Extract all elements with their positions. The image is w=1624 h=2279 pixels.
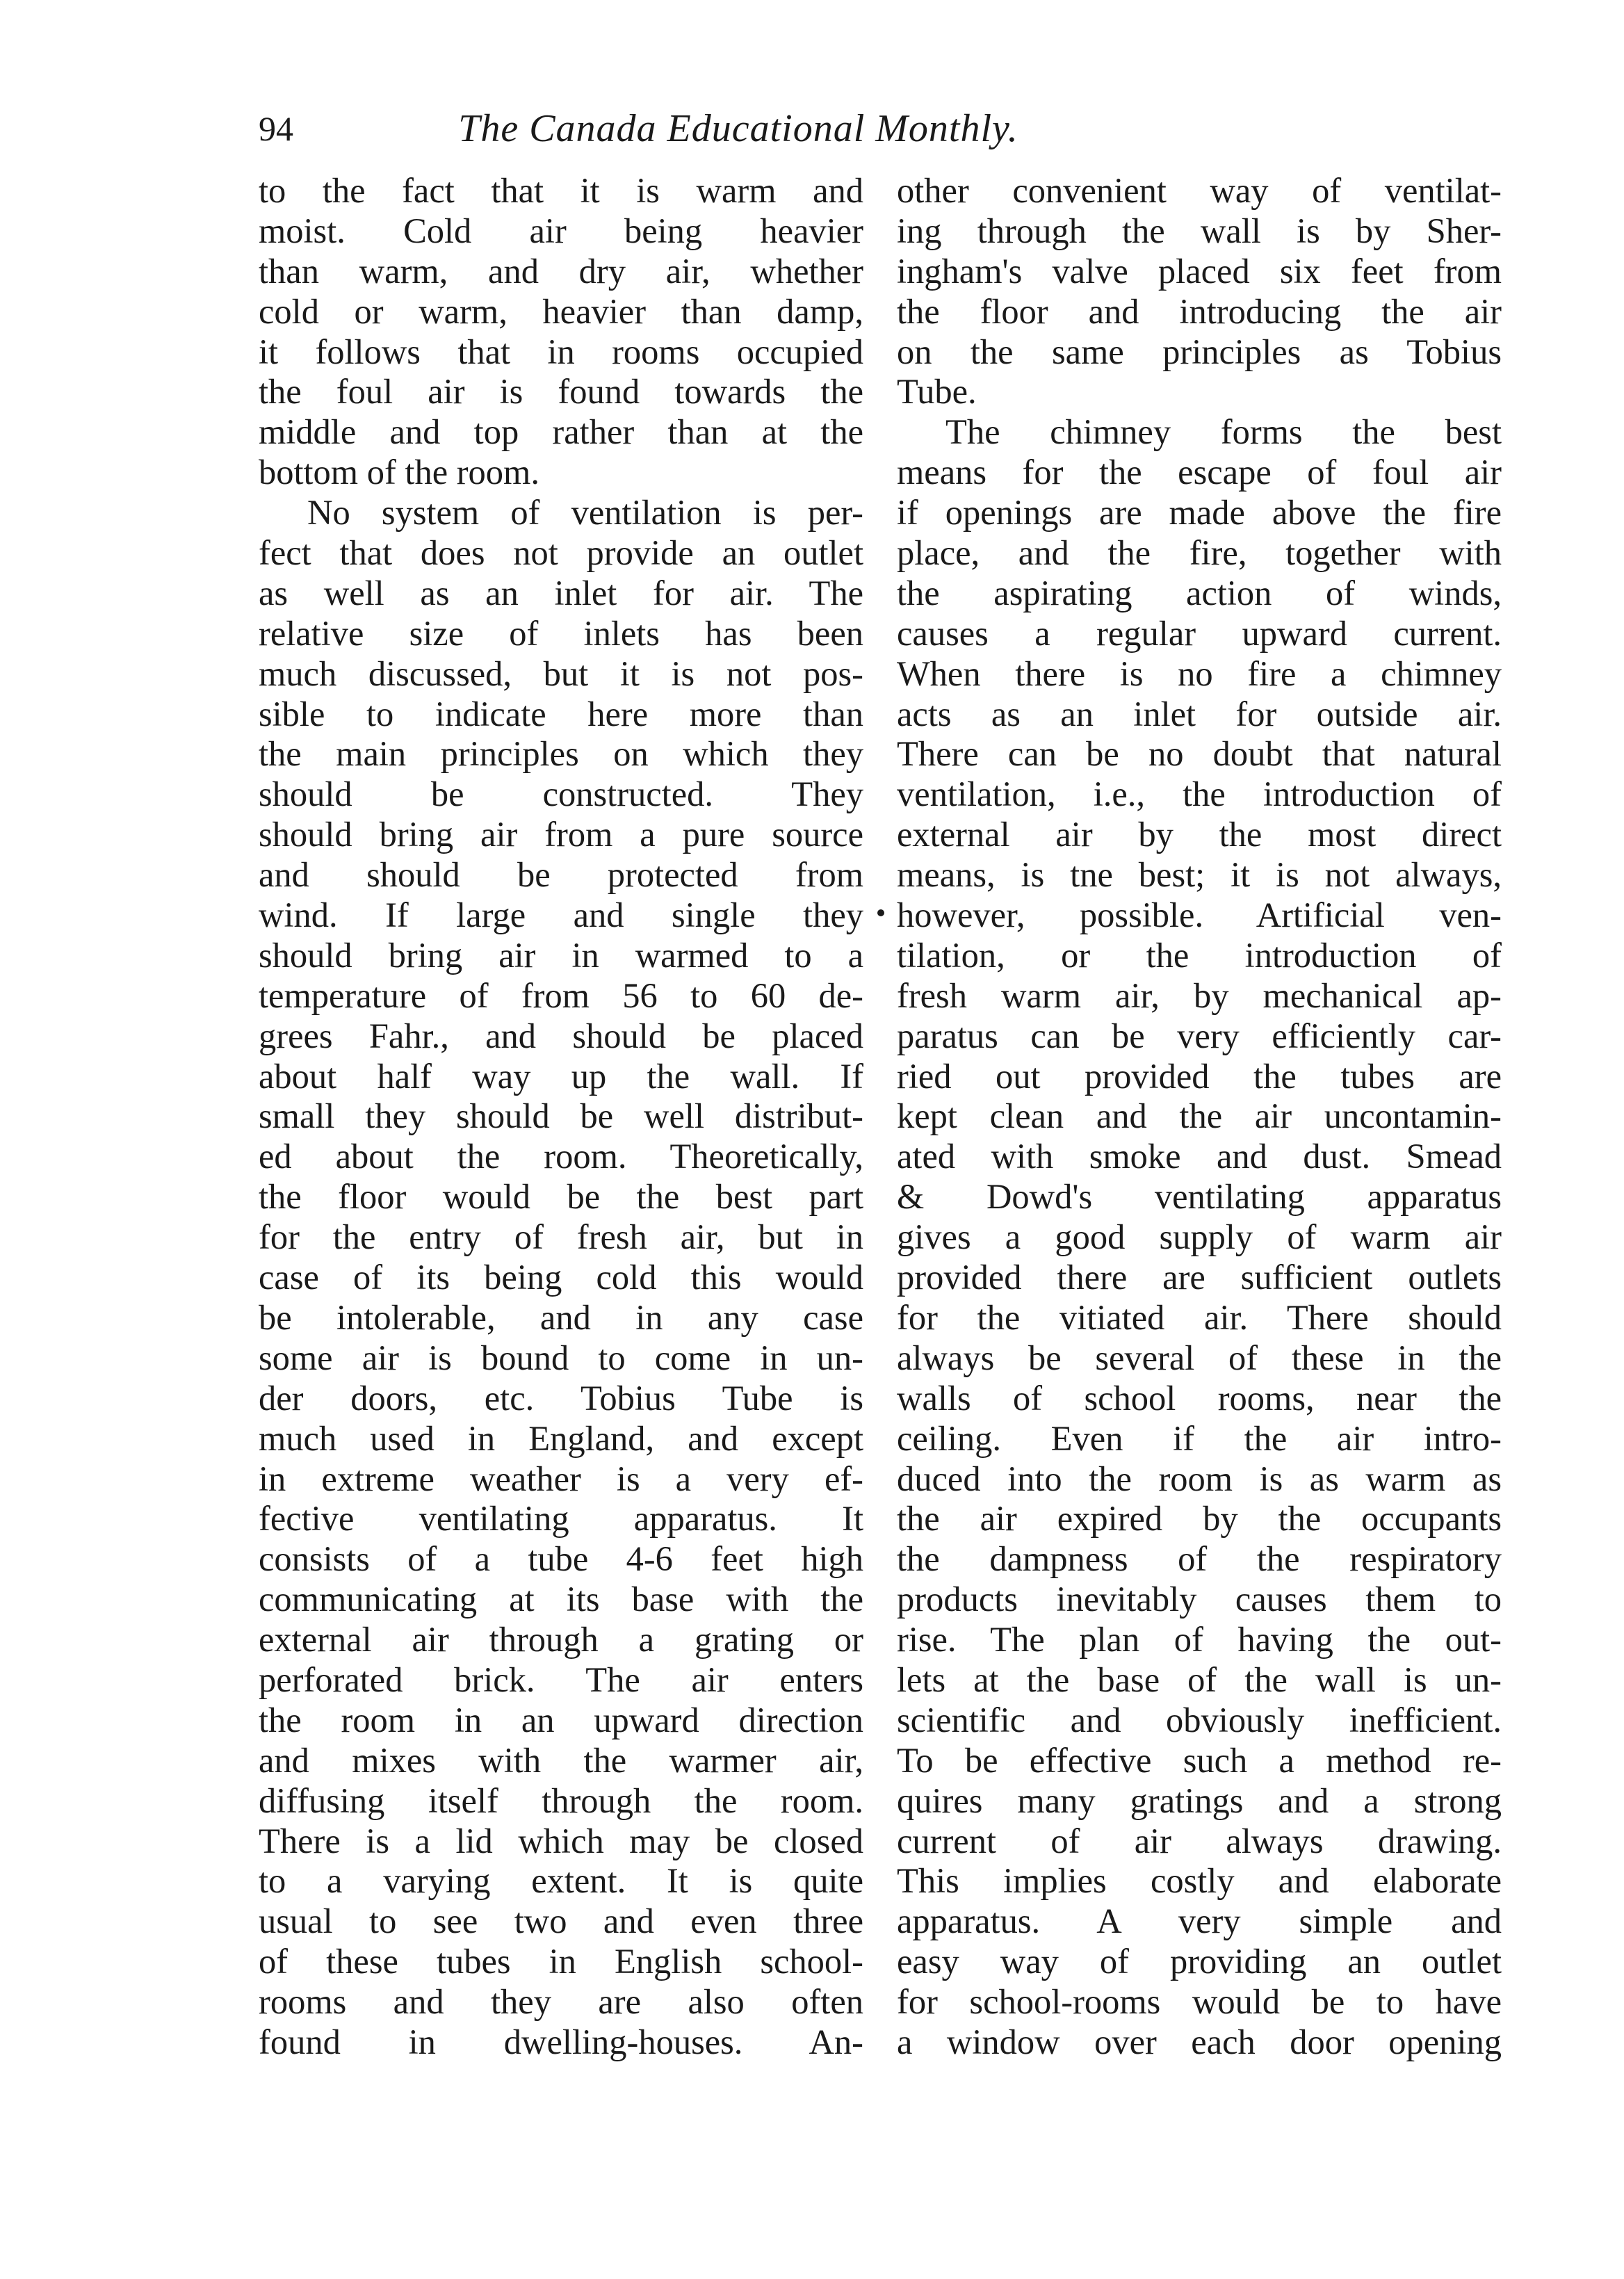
text-line: the floor and introducing the air (897, 291, 1502, 331)
text-line: ated with smoke and dust. Smead (897, 1137, 1502, 1176)
text-line: be intolerable, and in any case (259, 1297, 863, 1337)
text-line: scientific and obviously inefficient. (897, 1700, 1502, 1739)
text-line: the aspirating action of winds, (897, 573, 1502, 613)
text-line: in extreme weather is a very ef- (259, 1459, 863, 1498)
text-line: To be effective such a method re- (897, 1740, 1502, 1780)
text-line: should be constructed. They (259, 774, 863, 814)
text-line: case of its being cold this would (259, 1258, 863, 1297)
text-line: the dampness of the respiratory (897, 1539, 1502, 1579)
text-line: duced into the room is as warm as (897, 1459, 1502, 1498)
text-line: usual to see two and even three (259, 1901, 863, 1941)
text-line: as well as an inlet for air. The (259, 573, 863, 613)
paragraph-start-line: The chimney forms the best (945, 412, 1502, 452)
text-line: much discussed, but it is not pos- (259, 654, 863, 693)
text-line: external air through a grating or (259, 1620, 863, 1660)
left-column (259, 171, 863, 2063)
text-line: for the vitiated air. There should (897, 1297, 1502, 1337)
text-line: consists of a tube 4-6 feet high (259, 1539, 863, 1579)
right-column (897, 171, 1502, 2063)
text-line: middle and top rather than at the (259, 412, 863, 452)
text-line: paratus can be very efficiently car- (897, 1016, 1502, 1055)
text-line: the room in an upward direction (259, 1700, 863, 1739)
text-line: perforated brick. The air enters (259, 1660, 863, 1699)
text-line: the foul air is found towards the (259, 372, 863, 412)
text-line: much used in England, and except (259, 1418, 863, 1458)
text-line: easy way of providing an outlet (897, 1942, 1502, 1981)
running-title: The Canada Educational Monthly. (458, 107, 1018, 150)
text-line: the air expired by the occupants (897, 1499, 1502, 1539)
text-line: to the fact that it is warm and (259, 171, 863, 210)
text-line: other convenient way of ventilat- (897, 171, 1502, 210)
text-line: of these tubes in English school- (259, 1942, 863, 1981)
text-line: products inevitably causes them to (897, 1580, 1502, 1619)
margin-dot (877, 909, 884, 916)
text-line: grees Fahr., and should be placed (259, 1016, 863, 1055)
text-line: and mixes with the warmer air, (259, 1740, 863, 1780)
text-line: tilation, or the introduction of (897, 935, 1502, 975)
text-line: place, and the fire, together with (897, 533, 1502, 573)
text-line: should bring air from a pure source (259, 815, 863, 854)
text-line: means, is tne best; it is not always, (897, 855, 1502, 895)
text-line: When there is no fire a chimney (897, 654, 1502, 693)
text-line: fresh warm air, by mechanical ap- (897, 975, 1502, 1015)
text-line: for the entry of fresh air, but in (259, 1217, 863, 1257)
text-line: acts as an inlet for outside air. (897, 694, 1502, 733)
text-line: small they should be well distribut- (259, 1096, 863, 1136)
text-line: current of air always drawing. (897, 1821, 1502, 1860)
text-line: always be several of these in the (897, 1338, 1502, 1377)
text-line: causes a regular upward current. (897, 613, 1502, 653)
page-number: 94 (259, 109, 293, 148)
text-line: means for the escape of foul air (897, 453, 1502, 492)
text-line: fect that does not provide an outlet (259, 533, 863, 573)
text-line: walls of school rooms, near the (897, 1378, 1502, 1418)
text-line: quires many gratings and a strong (897, 1781, 1502, 1820)
text-line: the main principles on which they (259, 734, 863, 774)
text-line: than warm, and dry air, whether (259, 251, 863, 291)
text-line: on the same principles as Tobius (897, 332, 1502, 371)
text-line: rooms and they are also often (259, 1982, 863, 2022)
text-line: moist. Cold air being heavier (259, 211, 863, 250)
text-line: if openings are made above the fire (897, 493, 1502, 533)
text-line: to a varying extent. It is quite (259, 1861, 863, 1901)
text-line: ed about the room. Theoretically, (259, 1137, 863, 1176)
text-line: some air is bound to come in un- (259, 1338, 863, 1377)
text-line: and should be protected from (259, 855, 863, 895)
text-line: & Dowd's ventilating apparatus (897, 1177, 1502, 1217)
text-line: ventilation, i.e., the introduction of (897, 774, 1502, 814)
text-line: ceiling. Even if the air intro- (897, 1418, 1502, 1458)
text-line: ing through the wall is by Sher- (897, 211, 1502, 250)
text-line: however, possible. Artificial ven- (897, 895, 1502, 935)
paragraph-start-line: No system of ventilation is per- (307, 493, 863, 533)
text-line: cold or warm, heavier than damp, (259, 291, 863, 331)
text-line: Tube. (897, 372, 977, 412)
text-line: it follows that in rooms occupied (259, 332, 863, 371)
text-line: the floor would be the best part (259, 1177, 863, 1217)
text-line: relative size of inlets has been (259, 613, 863, 653)
text-line: This implies costly and elaborate (897, 1861, 1502, 1901)
text-line: fective ventilating apparatus. It (259, 1499, 863, 1539)
text-line: temperature of from 56 to 60 de- (259, 975, 863, 1015)
text-line: communicating at its base with the (259, 1580, 863, 1619)
text-line: ried out provided the tubes are (897, 1056, 1502, 1096)
text-line: about half way up the wall. If (259, 1056, 863, 1096)
text-line: found in dwelling-houses. An- (259, 2022, 863, 2061)
text-line: wind. If large and single they (259, 895, 863, 935)
text-line: should bring air in warmed to a (259, 935, 863, 975)
text-line: diffusing itself through the room. (259, 1781, 863, 1820)
text-line: There can be no doubt that natural (897, 734, 1502, 774)
text-line: There is a lid which may be closed (259, 1821, 863, 1860)
text-line: sible to indicate here more than (259, 694, 863, 733)
text-line: ingham's valve placed six feet from (897, 251, 1502, 291)
text-line: rise. The plan of having the out- (897, 1620, 1502, 1660)
text-line: gives a good supply of warm air (897, 1217, 1502, 1257)
text-line: kept clean and the air uncontamin- (897, 1096, 1502, 1136)
text-line: for school-rooms would be to have (897, 1982, 1502, 2022)
text-line: der doors, etc. Tobius Tube is (259, 1378, 863, 1418)
text-line: external air by the most direct (897, 815, 1502, 854)
text-line: bottom of the room. (259, 453, 539, 492)
page-header (259, 104, 1218, 160)
text-line: lets at the base of the wall is un- (897, 1660, 1502, 1699)
text-line: apparatus. A very simple and (897, 1901, 1502, 1941)
text-line: a window over each door opening (897, 2022, 1502, 2061)
text-line: provided there are sufficient outlets (897, 1258, 1502, 1297)
